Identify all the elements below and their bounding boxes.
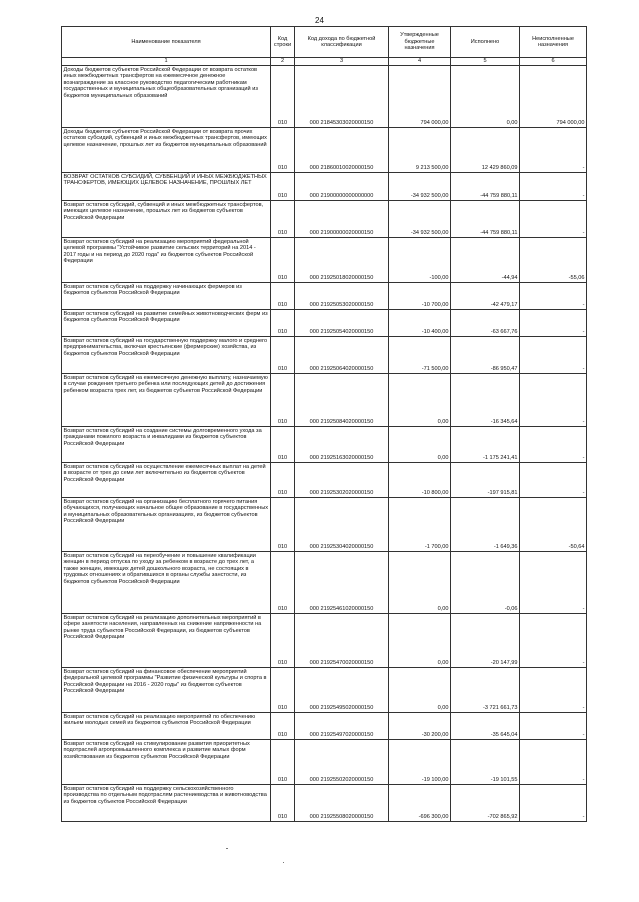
table-row bbox=[62, 238, 587, 283]
row-executed: -20 147,99 bbox=[451, 614, 520, 668]
row-name: Возврат остатков субсидий на реализацию мероприятий федеральной целевой программы "Устойчивое развитие сельских территорий на 2014 - 2017 годы и на период до 2020 года" из бюджетов субъектов Российской Федерации bbox=[62, 238, 271, 283]
row-code: 010 bbox=[271, 201, 295, 238]
table-row bbox=[62, 498, 587, 552]
row-approved: 0,00 bbox=[389, 552, 451, 614]
row-name: Возврат остатков субсидий на ежемесячную денежную выплату, назначаемую в случае рождения третьего ребенка или последующих детей до достижения ребенком возраста трех лет, из бюджетов субъектов Российской Федерации bbox=[62, 374, 271, 427]
row-name: Возврат остатков субсидий на реализацию мероприятий по обеспечению жильем молодых семей из бюджетов субъектов Российской Федерации bbox=[62, 713, 271, 740]
row-code: 010 bbox=[271, 128, 295, 173]
row-executed: -702 865,92 bbox=[451, 785, 520, 822]
table-row bbox=[62, 173, 587, 201]
row-approved: 0,00 bbox=[389, 668, 451, 713]
row-approved: -696 300,00 bbox=[389, 785, 451, 822]
row-approved: -10 800,00 bbox=[389, 463, 451, 498]
row-approved: -34 932 500,00 bbox=[389, 173, 451, 201]
row-kbk: 000 21925163020000150 bbox=[295, 427, 389, 463]
row-name: Возврат остатков субсидий на переобучение и повышение квалификации женщин в период отпуска по уходу за ребенком в возрасте до трех лет, а также женщин, имеющих детей дошкольного возраста, не состоящих в трудовых отношениях и обратившихся в органы службы занстости, из бюджетов субъектов Российской Федерации bbox=[62, 552, 271, 614]
row-unexecuted: - bbox=[520, 427, 587, 463]
row-unexecuted: - bbox=[520, 713, 587, 740]
row-code: 010 bbox=[271, 668, 295, 713]
row-kbk: 000 21925470020000150 bbox=[295, 614, 389, 668]
row-approved: 794 000,00 bbox=[389, 66, 451, 128]
row-kbk: 000 21925304020000150 bbox=[295, 498, 389, 552]
table-row bbox=[62, 310, 587, 337]
row-unexecuted: - bbox=[520, 614, 587, 668]
column-number-row bbox=[62, 58, 587, 66]
row-code: 010 bbox=[271, 463, 295, 498]
row-code: 010 bbox=[271, 552, 295, 614]
row-unexecuted: -55,06 bbox=[520, 238, 587, 283]
row-name: Возврат остатков субсидий, субвенций и иных межбюджетных трансфертов, имеющих целевое назначение, прошлых лет из бюджетов субъектов Российской Федерации bbox=[62, 201, 271, 238]
row-approved: -34 932 500,00 bbox=[389, 201, 451, 238]
row-kbk: 000 21925084020000150 bbox=[295, 374, 389, 427]
table-row bbox=[62, 463, 587, 498]
row-name: ВОЗВРАТ ОСТАТКОВ СУБСИДИЙ, СУБВЕНЦИЙ И ИНЫХ МЕЖБЮДЖЕТНЫХ ТРАНСФЕРТОВ, ИМЕЮЩИХ ЦЕЛЕВОЕ НАЗНАЧЕНИЕ, ПРОШЛЫХ ЛЕТ bbox=[62, 173, 271, 201]
header-code: Код строки bbox=[271, 27, 295, 58]
row-code: 010 bbox=[271, 66, 295, 128]
row-code: 010 bbox=[271, 713, 295, 740]
row-approved: -30 200,00 bbox=[389, 713, 451, 740]
row-code: 010 bbox=[271, 498, 295, 552]
row-code: 010 bbox=[271, 614, 295, 668]
row-kbk: 000 21900000000000000 bbox=[295, 173, 389, 201]
table-row bbox=[62, 668, 587, 713]
header-executed: Исполнено bbox=[451, 27, 520, 58]
row-kbk: 000 21925495020000150 bbox=[295, 668, 389, 713]
row-code: 010 bbox=[271, 310, 295, 337]
row-unexecuted: - bbox=[520, 740, 587, 785]
row-kbk: 000 21925054020000150 bbox=[295, 310, 389, 337]
row-approved: 0,00 bbox=[389, 374, 451, 427]
row-unexecuted: - bbox=[520, 310, 587, 337]
row-kbk: 000 21900000020000150 bbox=[295, 201, 389, 238]
row-executed: 12 429 860,09 bbox=[451, 128, 520, 173]
row-executed: -16 345,64 bbox=[451, 374, 520, 427]
table-row bbox=[62, 552, 587, 614]
table-row bbox=[62, 374, 587, 427]
row-name: Возврат остатков субсидий на реализацию дополнительных мероприятий в сфере занятости населения, направленных на снижение напряженности на рынке труда субъектов Российской Федерации, из бюджетов субъектов Российской Федерации bbox=[62, 614, 271, 668]
row-code: 010 bbox=[271, 427, 295, 463]
row-name: Возврат остатков субсидий на стимулирование развития приоритетных подотраслей агропромышленного комплекса и развитие малых форм хозяйствования из бюджетов субъектов Российской Федерации bbox=[62, 740, 271, 785]
column-number: 4 bbox=[389, 58, 451, 66]
row-executed: -44,94 bbox=[451, 238, 520, 283]
row-approved: -19 100,00 bbox=[389, 740, 451, 785]
row-name: Доходы бюджетов субъектов Российской Федерации от возврата прочих остатков субсидий, субвенций и иных межбюджетных трансфертов, имеющих целевое назначение, прошлых лет из бюджетов муниципальных образований bbox=[62, 128, 271, 173]
row-executed: -35 645,04 bbox=[451, 713, 520, 740]
row-name: Доходы бюджетов субъектов Российской Федерации от возврата остатков иных межбюджетных трансфертов на ежемесячное денежное вознаграждение за классное руководство педагогическим работникам государственных и муниципальных общеобразовательных организаций из бюджетов муниципальных образований bbox=[62, 66, 271, 128]
table-header-row bbox=[62, 27, 587, 58]
header-approved: Утвержденные бюджетные назначения bbox=[389, 27, 451, 58]
table-row bbox=[62, 785, 587, 822]
row-kbk: 000 21925018020000150 bbox=[295, 238, 389, 283]
row-code: 010 bbox=[271, 374, 295, 427]
page-number: 24 bbox=[315, 16, 324, 25]
row-code: 010 bbox=[271, 337, 295, 374]
column-number: 6 bbox=[520, 58, 587, 66]
row-code: 010 bbox=[271, 238, 295, 283]
row-kbk: 000 21860010020000150 bbox=[295, 128, 389, 173]
row-unexecuted: - bbox=[520, 668, 587, 713]
table-row bbox=[62, 713, 587, 740]
row-executed: -44 759 880,11 bbox=[451, 201, 520, 238]
header-kbk: Код дохода по бюджетной классификации bbox=[295, 27, 389, 58]
row-approved: -1 700,00 bbox=[389, 498, 451, 552]
column-number: 3 bbox=[295, 58, 389, 66]
column-number: 5 bbox=[451, 58, 520, 66]
row-approved: -10 400,00 bbox=[389, 310, 451, 337]
row-executed: -44 759 880,11 bbox=[451, 173, 520, 201]
row-kbk: 000 21925302020000150 bbox=[295, 463, 389, 498]
header-unexecuted: Неисполненные назначения bbox=[520, 27, 587, 58]
row-code: 010 bbox=[271, 283, 295, 310]
budget-table bbox=[61, 26, 587, 822]
row-code: 010 bbox=[271, 785, 295, 822]
row-unexecuted: - bbox=[520, 463, 587, 498]
row-executed: -1 175 241,41 bbox=[451, 427, 520, 463]
row-unexecuted: 794 000,00 bbox=[520, 66, 587, 128]
row-approved: 0,00 bbox=[389, 427, 451, 463]
row-unexecuted: - bbox=[520, 173, 587, 201]
table-row bbox=[62, 427, 587, 463]
table-row bbox=[62, 740, 587, 785]
row-executed: -42 479,17 bbox=[451, 283, 520, 310]
column-number: 2 bbox=[271, 58, 295, 66]
row-unexecuted: - bbox=[520, 128, 587, 173]
column-number: 1 bbox=[62, 58, 271, 66]
row-unexecuted: -50,64 bbox=[520, 498, 587, 552]
row-kbk: 000 21925064020000150 bbox=[295, 337, 389, 374]
scan-speck bbox=[226, 848, 228, 849]
row-executed: -1 649,36 bbox=[451, 498, 520, 552]
row-kbk: 000 21925461020000150 bbox=[295, 552, 389, 614]
row-approved: 0,00 bbox=[389, 614, 451, 668]
row-executed: -197 915,81 bbox=[451, 463, 520, 498]
row-kbk: 000 21925497020000150 bbox=[295, 713, 389, 740]
row-executed: -86 950,47 bbox=[451, 337, 520, 374]
row-approved: -71 500,00 bbox=[389, 337, 451, 374]
row-approved: -10 700,00 bbox=[389, 283, 451, 310]
table-row bbox=[62, 337, 587, 374]
row-kbk: 000 21925502020000150 bbox=[295, 740, 389, 785]
row-unexecuted: - bbox=[520, 552, 587, 614]
row-name: Возврат остатков субсидий на поддержку сельскохозяйственного производства по отдельным подотраслям растениеводства и животноводства из бюджетов субъектов Российской Федерации bbox=[62, 785, 271, 822]
row-name: Возврат остатков субсидий на организацию бесплатного горячего питания обучающихся, получающих начальное общее образование в государственных и муниципальных образовательных организациях, из бюджетов субъектов Российской Федерации bbox=[62, 498, 271, 552]
table-row bbox=[62, 201, 587, 238]
row-unexecuted: - bbox=[520, 201, 587, 238]
table-row bbox=[62, 283, 587, 310]
header-name: Наименование показателя bbox=[62, 27, 271, 58]
row-code: 010 bbox=[271, 740, 295, 785]
row-executed: -0,06 bbox=[451, 552, 520, 614]
row-executed: -63 667,76 bbox=[451, 310, 520, 337]
table-row bbox=[62, 66, 587, 128]
row-executed: -19 101,55 bbox=[451, 740, 520, 785]
row-unexecuted: - bbox=[520, 283, 587, 310]
row-kbk: 000 21845303020000150 bbox=[295, 66, 389, 128]
row-approved: 9 213 500,00 bbox=[389, 128, 451, 173]
row-unexecuted: - bbox=[520, 785, 587, 822]
table-row bbox=[62, 128, 587, 173]
row-executed: 0,00 bbox=[451, 66, 520, 128]
table-row bbox=[62, 614, 587, 668]
row-approved: -100,00 bbox=[389, 238, 451, 283]
row-name: Возврат остатков субсидий на государственную поддержку малого и среднего предпринимательства, включая крестьянские (фермерские) хозяйства, из бюджетов субъектов Российской Федерации bbox=[62, 337, 271, 374]
row-code: 010 bbox=[271, 173, 295, 201]
row-executed: -3 721 661,73 bbox=[451, 668, 520, 713]
row-kbk: 000 21925053020000150 bbox=[295, 283, 389, 310]
row-kbk: 000 21925508020000150 bbox=[295, 785, 389, 822]
row-name: Возврат остатков субсидий на поддержку начинающих фермеров из бюджетов субъектов Российской Федерации bbox=[62, 283, 271, 310]
scan-speck bbox=[283, 862, 284, 863]
row-name: Возврат остатков субсидий на осуществление ежемесячных выплат на детей в возрасте от трех до семи лет включительно из бюджетов субъектов Российской Федерации bbox=[62, 463, 271, 498]
row-name: Возврат остатков субсидий на создание системы долговременного ухода за гражданами пожилого возраста и инвалидами из бюджетов субъектов Российской Федерации bbox=[62, 427, 271, 463]
row-name: Возврат остатков субсидий на финансовое обеспечение мероприятий федеральной целевой программы "Развитие физической культуры и спорта в Российской Федерации на 2016 - 2020 годы" из бюджетов субъектов Российской Федерации bbox=[62, 668, 271, 713]
row-name: Возврат остатков субсидий на развитие семейных животноводческих ферм из бюджетов субъектов Российской Федерации bbox=[62, 310, 271, 337]
row-unexecuted: - bbox=[520, 337, 587, 374]
row-unexecuted: - bbox=[520, 374, 587, 427]
